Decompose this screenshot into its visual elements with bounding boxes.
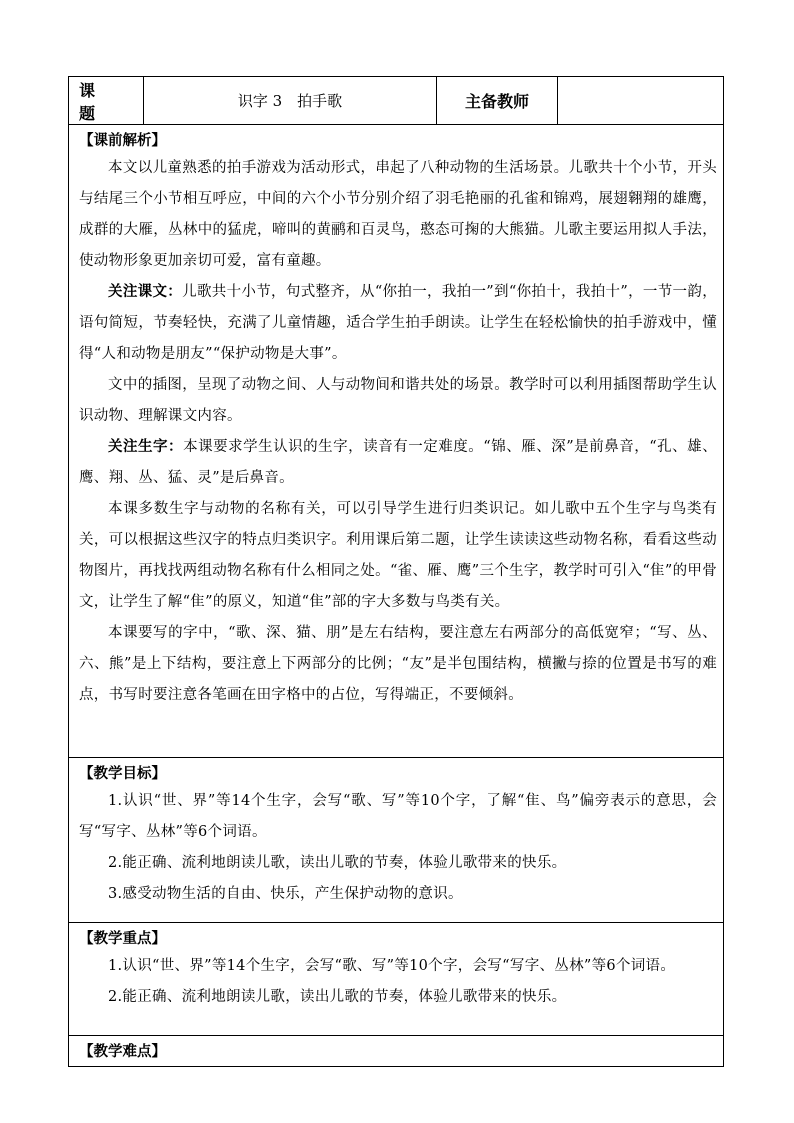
paragraph-text: 儿歌共十小节，句式整齐，从“你拍一，我拍一”到“你拍十，我拍十”，一节一韵，语句简短，节奏轻快，充满了儿童情趣，适合学生拍手朗读。让学生在轻松愉快的拍手游戏中，懂得“人和动物是朋友”“保护动物是大事”。 xyxy=(79,284,717,362)
goal-item: 1.认识“世、界”等14个生字，会写“歌、写”等10个字，了解“隹、鸟”偏旁表示的意思，会写“写字、丛林”等6个词语。 xyxy=(79,793,717,840)
topic-label: 课 题 xyxy=(69,77,144,124)
goal-item: 2.能正确、流利地朗读儿歌，读出儿歌的节奏，体验儿歌带来的快乐。 xyxy=(108,855,567,871)
paragraph-lead: 关注课文： xyxy=(108,284,183,300)
analysis-paragraph: 本文以儿童熟悉的拍手游戏为活动形式，串起了八种动物的生活场景。儿歌共十个小节，开头与结尾三个小节相互呼应，中间的六个小节分别介绍了羽毛艳丽的孔雀和锦鸡，展翅翱翔的雄鹰，成群的大雁，丛林中的猛虎，啼叫的黄鹂和百灵鸟，憨态可掬的大熊猫。儿歌主要运用拟人手法，使动物形象更加亲切可爱，富有童趣。 xyxy=(79,160,717,269)
key-point-item: 2.能正确、流利地朗读儿歌，读出儿歌的节奏，体验儿歌带来的快乐。 xyxy=(108,989,567,1005)
section-title: 【教学难点】 xyxy=(79,1044,166,1060)
lesson-plan-table xyxy=(68,76,724,1067)
analysis-paragraph: 文中的插图，呈现了动物之间、人与动物间和谐共处的场景。教学时可以利用插图帮助学生认识动物、理解课文内容。 xyxy=(79,377,717,424)
teacher-label: 主备教师 xyxy=(437,77,558,124)
section-title: 【教学目标】 xyxy=(79,766,166,782)
section-title: 【课前解析】 xyxy=(79,133,166,149)
teacher-value xyxy=(558,77,723,124)
difficulties-section xyxy=(69,1036,723,1066)
header-row xyxy=(69,77,723,125)
analysis-paragraph xyxy=(79,277,717,370)
topic-value: 识字 3 拍手歌 xyxy=(144,77,437,124)
key-points-section xyxy=(69,923,723,1036)
pre-class-analysis-section xyxy=(69,125,723,758)
analysis-paragraph: 本课多数生字与动物的名称有关，可以引导学生进行归类识记。如儿歌中五个生字与鸟类有关，可以根据这些汉字的特点归类识字。利用课后第二题，让学生读读这些动物名称，看看这些动物图片，再找找两组动物名称有什么相同之处。“雀、雁、鹰”三个生字，教学时可引入“隹”的甲骨文，让学生了解“隹”的原义，知道“隹”部的字大多数与鸟类有关。 xyxy=(79,501,717,610)
paragraph-lead: 关注生字： xyxy=(108,439,184,455)
goal-item: 3.感受动物生活的自由、快乐，产生保护动物的意识。 xyxy=(108,886,463,902)
section-title: 【教学重点】 xyxy=(79,931,166,947)
paragraph-text: 本课要求学生认识的生字，读音有一定难度。“锦、雁、深”是前鼻音，“孔、雄、鹰、翔、丛、猛、灵”是后鼻音。 xyxy=(79,439,717,486)
teaching-goals-section xyxy=(69,758,723,923)
analysis-paragraph xyxy=(79,432,717,494)
analysis-paragraph: 本课要写的字中，“歌、深、猫、朋”是左右结构，要注意左右两部分的高低宽窄；“写、丛、六、熊”是上下结构，要注意上下两部分的比例；“友”是半包围结构，横撇与捺的位置是书写的难点，书写时要注意各笔画在田字格中的占位，写得端正，不要倾斜。 xyxy=(79,625,717,703)
key-point-item: 1.认识“世、界”等14个生字，会写“歌、写”等10个字，会写“写字、丛林”等6个词语。 xyxy=(108,958,676,974)
